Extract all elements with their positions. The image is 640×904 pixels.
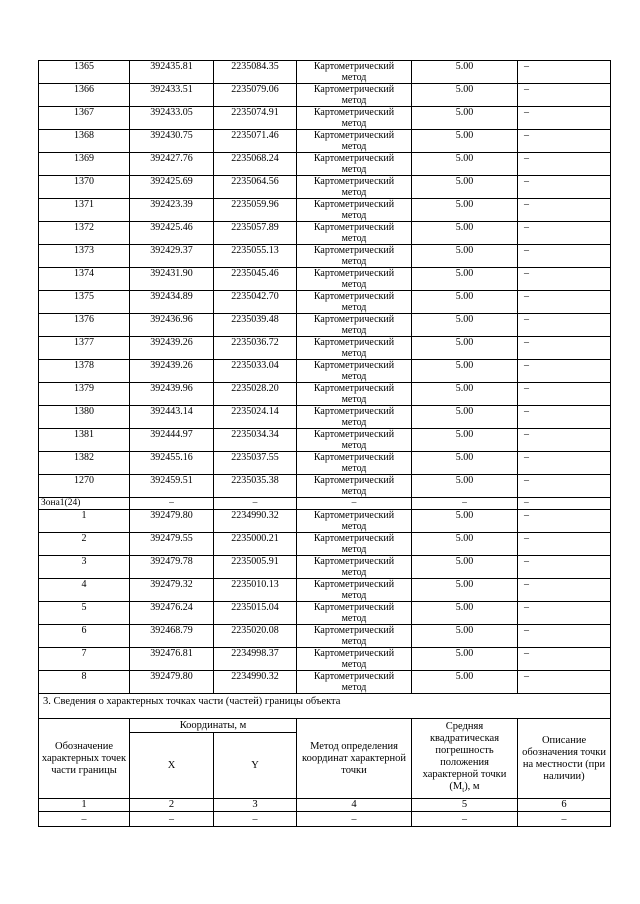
cell-accuracy: 5.00 <box>412 452 518 475</box>
cell-x: 392479.80 <box>130 510 214 533</box>
table-row <box>39 475 611 498</box>
table-row <box>39 452 611 475</box>
table-row <box>39 291 611 314</box>
cell-x: 392479.32 <box>130 579 214 602</box>
cell-y: 2234990.32 <box>214 671 297 694</box>
cell-desc: – <box>518 222 611 245</box>
cell-id: 1365 <box>39 61 130 84</box>
cell-x: 392439.96 <box>130 383 214 406</box>
cell-desc: – <box>518 360 611 383</box>
table-row <box>39 314 611 337</box>
cell-method: Картометрический метод <box>297 61 412 84</box>
cell-y: 2235039.48 <box>214 314 297 337</box>
cell-id: 8 <box>39 671 130 694</box>
cell-y: 2235071.46 <box>214 130 297 153</box>
cell-accuracy: 5.00 <box>412 291 518 314</box>
cell-accuracy: 5.00 <box>412 153 518 176</box>
cell-id: 1376 <box>39 314 130 337</box>
cell-x: 392425.69 <box>130 176 214 199</box>
cell-desc: – <box>518 406 611 429</box>
cell-id: 1374 <box>39 268 130 291</box>
cell-y: 2235005.91 <box>214 556 297 579</box>
cell-method: Картометрический метод <box>297 429 412 452</box>
cell-method: Картометрический метод <box>297 360 412 383</box>
cell-method: Картометрический метод <box>297 602 412 625</box>
table-row <box>39 222 611 245</box>
empty-cell: – <box>130 812 214 827</box>
cell-x: 392439.26 <box>130 360 214 383</box>
section3-title: 3. Сведения о характерных точках части (частей) границы объекта <box>39 694 611 719</box>
cell-desc: – <box>518 61 611 84</box>
empty-cell: – <box>518 812 611 827</box>
cell-y: 2235037.55 <box>214 452 297 475</box>
table-row <box>39 671 611 694</box>
table-row <box>39 429 611 452</box>
cell-x: 392430.75 <box>130 130 214 153</box>
cell-id: 1379 <box>39 383 130 406</box>
cell-accuracy: 5.00 <box>412 475 518 498</box>
cell-method: Картометрический метод <box>297 625 412 648</box>
cell-x: 392443.14 <box>130 406 214 429</box>
cell-y: – <box>214 498 297 510</box>
cell-id: 5 <box>39 602 130 625</box>
cell-id: 2 <box>39 533 130 556</box>
table-row <box>39 533 611 556</box>
table-row <box>39 337 611 360</box>
cell-accuracy: 5.00 <box>412 222 518 245</box>
header-coords: Координаты, м <box>130 719 297 733</box>
cell-id: 1370 <box>39 176 130 199</box>
cell-y: 2235036.72 <box>214 337 297 360</box>
cell-desc: – <box>518 199 611 222</box>
cell-accuracy: 5.00 <box>412 268 518 291</box>
header-method: Метод определения координат характерной точки <box>297 719 412 799</box>
cell-id: 1372 <box>39 222 130 245</box>
table-row <box>39 268 611 291</box>
cell-y: 2235020.08 <box>214 625 297 648</box>
cell-y: 2235033.04 <box>214 360 297 383</box>
cell-method: – <box>297 498 412 510</box>
cell-id: 1369 <box>39 153 130 176</box>
cell-id: 1380 <box>39 406 130 429</box>
column-index-row <box>39 799 611 812</box>
column-index: 2 <box>130 799 214 812</box>
cell-desc: – <box>518 498 611 510</box>
cell-desc: – <box>518 176 611 199</box>
cell-desc: – <box>518 671 611 694</box>
cell-id: 1373 <box>39 245 130 268</box>
cell-id: 1 <box>39 510 130 533</box>
cell-desc: – <box>518 314 611 337</box>
cell-desc: – <box>518 429 611 452</box>
cell-desc: – <box>518 602 611 625</box>
cell-x: 392479.78 <box>130 556 214 579</box>
cell-desc: – <box>518 475 611 498</box>
cell-method: Картометрический метод <box>297 199 412 222</box>
cell-x: 392433.05 <box>130 107 214 130</box>
cell-x: 392434.89 <box>130 291 214 314</box>
cell-desc: – <box>518 291 611 314</box>
cell-accuracy: 5.00 <box>412 406 518 429</box>
cell-accuracy: 5.00 <box>412 429 518 452</box>
cell-method: Картометрический метод <box>297 291 412 314</box>
cell-y: 2235010.13 <box>214 579 297 602</box>
empty-data-row <box>39 812 611 827</box>
cell-y: 2235015.04 <box>214 602 297 625</box>
cell-method: Картометрический метод <box>297 130 412 153</box>
cell-y: 2235074.91 <box>214 107 297 130</box>
section3-table <box>38 694 611 827</box>
document-sheet <box>38 60 610 827</box>
cell-accuracy: 5.00 <box>412 245 518 268</box>
cell-id: 1371 <box>39 199 130 222</box>
empty-cell: – <box>214 812 297 827</box>
cell-desc: – <box>518 648 611 671</box>
cell-method: Картометрический метод <box>297 556 412 579</box>
empty-cell: – <box>39 812 130 827</box>
header-desc: Описание обозначения точки на местности (при наличии) <box>518 719 611 799</box>
cell-method: Картометрический метод <box>297 671 412 694</box>
cell-accuracy: 5.00 <box>412 510 518 533</box>
table-row <box>39 130 611 153</box>
header-y: Y <box>214 733 297 799</box>
cell-desc: – <box>518 452 611 475</box>
cell-x: 392436.96 <box>130 314 214 337</box>
cell-accuracy: 5.00 <box>412 579 518 602</box>
cell-desc: – <box>518 579 611 602</box>
cell-y: 2235042.70 <box>214 291 297 314</box>
cell-y: 2235024.14 <box>214 406 297 429</box>
cell-method: Картометрический метод <box>297 337 412 360</box>
column-index: 6 <box>518 799 611 812</box>
cell-accuracy: 5.00 <box>412 61 518 84</box>
cell-desc: – <box>518 533 611 556</box>
cell-y: 2235028.20 <box>214 383 297 406</box>
table-row <box>39 625 611 648</box>
cell-x: 392433.51 <box>130 84 214 107</box>
empty-cell: – <box>412 812 518 827</box>
cell-x: 392444.97 <box>130 429 214 452</box>
cell-accuracy: 5.00 <box>412 533 518 556</box>
cell-method: Картометрический метод <box>297 579 412 602</box>
cell-accuracy: 5.00 <box>412 107 518 130</box>
cell-method: Картометрический метод <box>297 475 412 498</box>
cell-method: Картометрический метод <box>297 222 412 245</box>
cell-desc: – <box>518 625 611 648</box>
cell-id: 6 <box>39 625 130 648</box>
table-row <box>39 245 611 268</box>
cell-method: Картометрический метод <box>297 176 412 199</box>
cell-x: – <box>130 498 214 510</box>
cell-id: 1270 <box>39 475 130 498</box>
cell-accuracy: 5.00 <box>412 671 518 694</box>
cell-accuracy: 5.00 <box>412 314 518 337</box>
cell-id: 1367 <box>39 107 130 130</box>
table-row <box>39 406 611 429</box>
cell-id: 1382 <box>39 452 130 475</box>
table-row <box>39 648 611 671</box>
cell-desc: – <box>518 268 611 291</box>
cell-id: 1368 <box>39 130 130 153</box>
cell-y: 2235084.35 <box>214 61 297 84</box>
cell-accuracy: 5.00 <box>412 625 518 648</box>
cell-accuracy: 5.00 <box>412 383 518 406</box>
cell-y: 2235057.89 <box>214 222 297 245</box>
column-index: 5 <box>412 799 518 812</box>
table-row <box>39 360 611 383</box>
zone-row <box>39 498 611 510</box>
cell-desc: – <box>518 107 611 130</box>
table-row <box>39 84 611 107</box>
header-accuracy-text: Средняя квадратическая погрешность положения характерной точки $(M_t)$, м <box>422 720 507 795</box>
cell-x: 392476.24 <box>130 602 214 625</box>
cell-desc: – <box>518 556 611 579</box>
cell-desc: – <box>518 245 611 268</box>
cell-accuracy: 5.00 <box>412 337 518 360</box>
cell-x: 392439.26 <box>130 337 214 360</box>
cell-method: Картометрический метод <box>297 648 412 671</box>
empty-cell: – <box>297 812 412 827</box>
cell-accuracy: 5.00 <box>412 199 518 222</box>
cell-id: 1375 <box>39 291 130 314</box>
table-row <box>39 176 611 199</box>
cell-x: 392476.81 <box>130 648 214 671</box>
cell-y: 2235045.46 <box>214 268 297 291</box>
zone-name: Зона1(24) <box>39 498 130 510</box>
cell-desc: – <box>518 337 611 360</box>
cell-id: 1381 <box>39 429 130 452</box>
cell-method: Картометрический метод <box>297 268 412 291</box>
table-row <box>39 556 611 579</box>
cell-y: 2235068.24 <box>214 153 297 176</box>
cell-method: Картометрический метод <box>297 153 412 176</box>
cell-x: 392423.39 <box>130 199 214 222</box>
cell-accuracy: – <box>412 498 518 510</box>
cell-x: 392429.37 <box>130 245 214 268</box>
cell-y: 2234990.32 <box>214 510 297 533</box>
cell-y: 2235079.06 <box>214 84 297 107</box>
table-row <box>39 602 611 625</box>
cell-x: 392455.16 <box>130 452 214 475</box>
cell-x: 392468.79 <box>130 625 214 648</box>
column-index: 3 <box>214 799 297 812</box>
cell-id: 1366 <box>39 84 130 107</box>
cell-id: 3 <box>39 556 130 579</box>
cell-x: 392427.76 <box>130 153 214 176</box>
table-row <box>39 383 611 406</box>
cell-y: 2235064.56 <box>214 176 297 199</box>
cell-method: Картометрический метод <box>297 84 412 107</box>
cell-y: 2234998.37 <box>214 648 297 671</box>
header-x: X <box>130 733 214 799</box>
cell-accuracy: 5.00 <box>412 176 518 199</box>
table-row <box>39 153 611 176</box>
cell-x: 392479.80 <box>130 671 214 694</box>
table-row <box>39 199 611 222</box>
cell-accuracy: 5.00 <box>412 648 518 671</box>
cell-y: 2235035.38 <box>214 475 297 498</box>
cell-method: Картометрический метод <box>297 107 412 130</box>
cell-accuracy: 5.00 <box>412 84 518 107</box>
cell-id: 4 <box>39 579 130 602</box>
cell-x: 392425.46 <box>130 222 214 245</box>
points-table <box>38 60 611 694</box>
cell-id: 1378 <box>39 360 130 383</box>
table-row <box>39 61 611 84</box>
cell-x: 392431.90 <box>130 268 214 291</box>
column-index: 1 <box>39 799 130 812</box>
cell-y: 2235034.34 <box>214 429 297 452</box>
cell-y: 2235055.13 <box>214 245 297 268</box>
cell-y: 2235059.96 <box>214 199 297 222</box>
cell-method: Картометрический метод <box>297 245 412 268</box>
cell-method: Картометрический метод <box>297 510 412 533</box>
cell-accuracy: 5.00 <box>412 360 518 383</box>
cell-x: 392459.51 <box>130 475 214 498</box>
cell-method: Картометрический метод <box>297 314 412 337</box>
cell-method: Картометрический метод <box>297 452 412 475</box>
cell-method: Картометрический метод <box>297 406 412 429</box>
column-index: 4 <box>297 799 412 812</box>
cell-x: 392435.81 <box>130 61 214 84</box>
header-point: Обозначение характерных точек части границы <box>39 719 130 799</box>
points-table-body <box>39 61 611 694</box>
table-row <box>39 510 611 533</box>
cell-accuracy: 5.00 <box>412 556 518 579</box>
cell-id: 7 <box>39 648 130 671</box>
table-row <box>39 107 611 130</box>
table-row <box>39 579 611 602</box>
cell-desc: – <box>518 153 611 176</box>
cell-y: 2235000.21 <box>214 533 297 556</box>
cell-desc: – <box>518 84 611 107</box>
cell-desc: – <box>518 510 611 533</box>
cell-desc: – <box>518 383 611 406</box>
cell-desc: – <box>518 130 611 153</box>
cell-accuracy: 5.00 <box>412 130 518 153</box>
cell-id: 1377 <box>39 337 130 360</box>
cell-x: 392479.55 <box>130 533 214 556</box>
cell-method: Картометрический метод <box>297 533 412 556</box>
header-accuracy <box>412 719 518 799</box>
cell-accuracy: 5.00 <box>412 602 518 625</box>
cell-method: Картометрический метод <box>297 383 412 406</box>
